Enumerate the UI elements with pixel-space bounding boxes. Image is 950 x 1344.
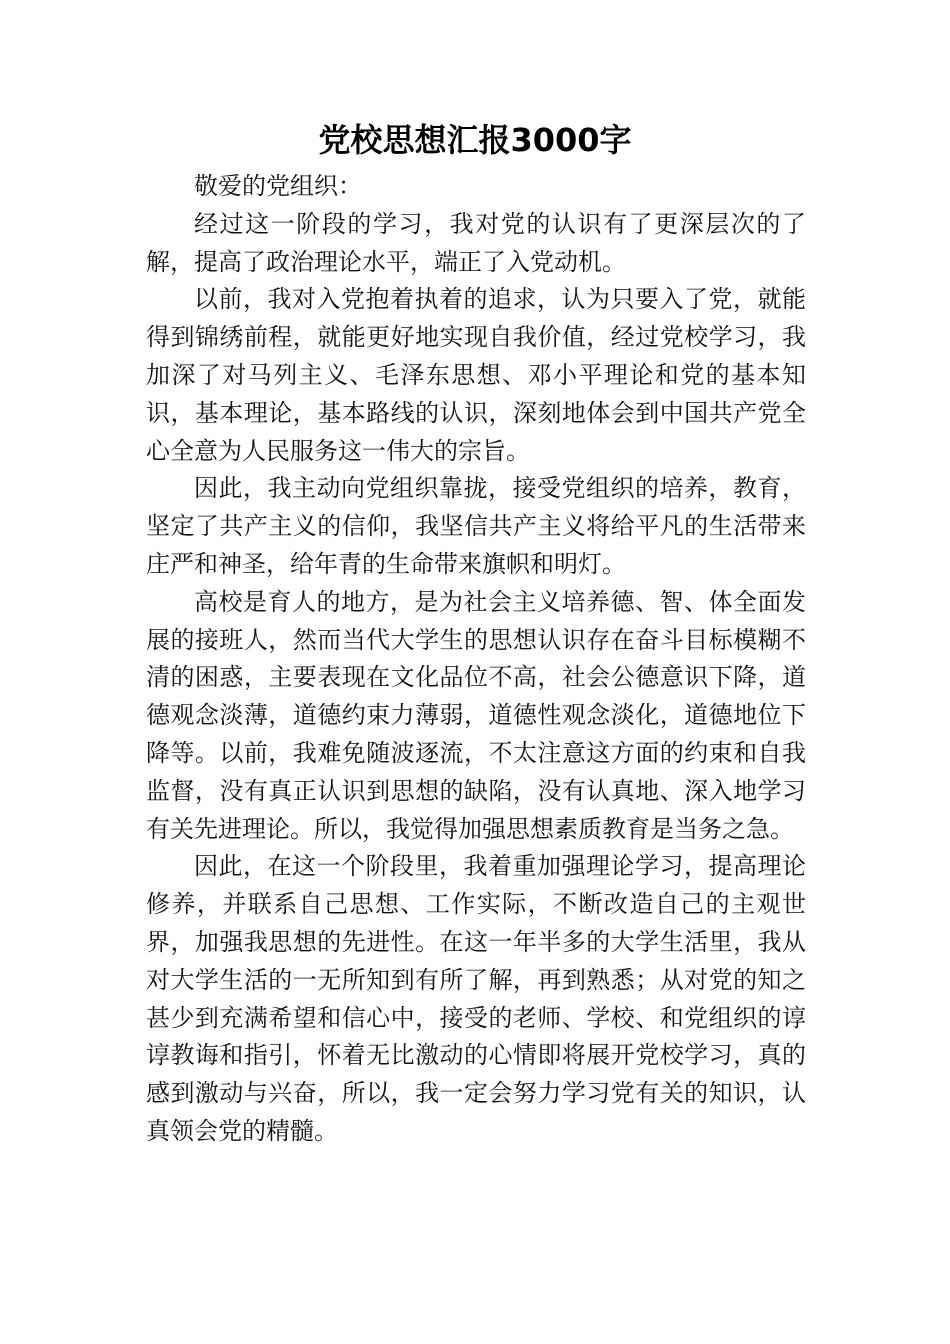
paragraph-1: 经过这一阶段的学习，我对党的认识有了更深层次的了解，提高了政治理论水平，端正了入党动机。 <box>146 209 806 276</box>
paragraph-5: 因此，在这一个阶段里，我着重加强理论学习，提高理论修养，并联系自己思想、工作实际，不断改造自己的主观世界，加强我思想的先进性。在这一年半多的大学生活里，我从对大学生活的一无所知到有所了解，再到熟悉；从对党的知之甚少到充满希望和信心中，接受的老师、学校、和党组织的谆谆教诲和指引，怀着无比激动的心情即将展开党校学习，真的感到激动与兴奋，所以，我一定会努力学习党有关的知识，认真领会党的精髓。 <box>146 852 806 1145</box>
paragraph-4: 高校是育人的地方，是为社会主义培养德、智、体全面发展的接班人，然而当代大学生的思想认识存在奋斗目标模糊不清的困惑，主要表现在文化品位不高，社会公德意识下降，道德观念淡薄，道德约束力薄弱，道德性观念淡化，道德地位下降等。以前，我难免随波逐流，不太注意这方面的约束和自我监督，没有真正认识到思想的缺陷，没有认真地、深入地学习有关先进理论。所以，我觉得加强思想素质教育是当务之急。 <box>146 587 806 843</box>
paragraph-3: 因此，我主动向党组织靠拢，接受党组织的培养，教育，坚定了共产主义的信仰，我坚信共产主义将给平凡的生活带来庄严和神圣，给年青的生命带来旗帜和明灯。 <box>146 474 806 578</box>
salutation: 敬爱的党组织： <box>194 172 362 200</box>
document-title: 党校思想汇报3000字 <box>318 121 632 159</box>
document-body <box>146 168 806 1151</box>
paragraph-2: 以前，我对入党抱着执着的追求，认为只要入了党，就能得到锦绣前程，就能更好地实现自我价值，经过党校学习，我加深了对马列主义、毛泽东思想、邓小平理论和党的基本知识，基本理论，基本路线的认识，深刻地体会到中国共产党全心全意为人民服务这一伟大的宗旨。 <box>146 285 806 465</box>
